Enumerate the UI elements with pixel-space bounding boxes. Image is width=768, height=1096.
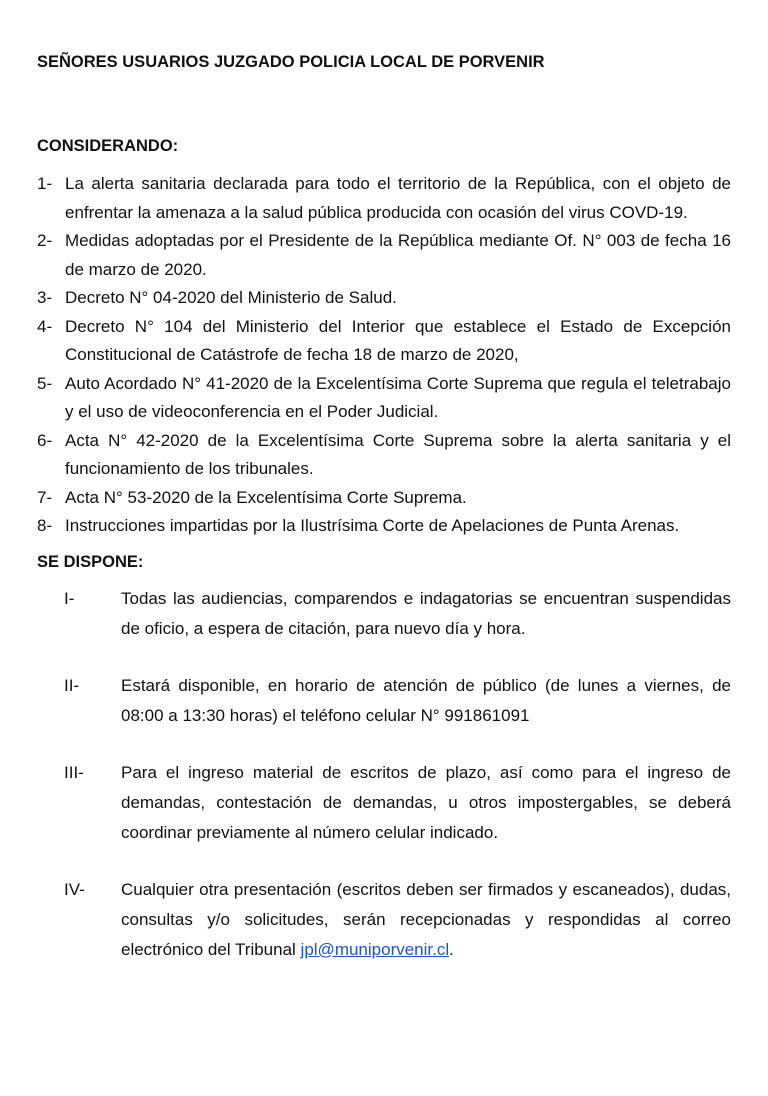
item-text: Decreto N° 104 del Ministerio del Interior que establece el Estado de Excepción Constitucional de Catástrofe de fecha 18 de marzo de 2020, xyxy=(65,316,731,364)
se-dispone-list xyxy=(37,584,731,965)
item-text: Acta N° 53-2020 de la Excelentísima Corte Suprema. xyxy=(65,487,467,507)
item-text: La alerta sanitaria declarada para todo el territorio de la República, con el objeto de enfrentar la amenaza a la salud pública producida con ocasión del virus COVD-19. xyxy=(65,174,731,222)
item-text: Instrucciones impartidas por la Ilustrísima Corte de Apelaciones de Punta Arenas. xyxy=(65,516,680,535)
list-item xyxy=(37,313,731,370)
se-dispone-heading: SE DISPONE: xyxy=(37,552,144,571)
list-item xyxy=(37,512,731,541)
item-number: 6- xyxy=(37,430,53,450)
document-title: SEÑORES USUARIOS JUZGADO POLICIA LOCAL DE PORVENIR xyxy=(37,53,545,71)
list-item xyxy=(37,227,731,284)
item-number: 7- xyxy=(37,487,53,507)
list-item xyxy=(37,284,731,313)
item-text: Cualquier otra presentación (escritos deben ser firmados y escaneados), dudas, consultas y/o solicitudes, serán recepcionadas y respondidas al correo electrónico del Tribunal xyxy=(121,879,731,959)
item-number: I- xyxy=(64,588,75,608)
list-item xyxy=(37,671,731,731)
list-item xyxy=(37,370,731,427)
list-item xyxy=(37,484,731,513)
list-item xyxy=(37,758,731,848)
list-item xyxy=(37,427,731,484)
considerando-heading: CONSIDERANDO: xyxy=(37,137,179,155)
item-text-container xyxy=(121,875,731,965)
item-number: 2- xyxy=(37,231,53,250)
list-item xyxy=(37,170,731,227)
item-number: III- xyxy=(64,762,84,782)
item-text: Medidas adoptadas por el Presidente de la República mediante Of. N° 003 de fecha 16 de marzo de 2020. xyxy=(65,231,731,279)
considerando-list xyxy=(37,170,731,541)
trailing-period: . xyxy=(449,939,454,959)
item-number: 5- xyxy=(37,373,53,393)
list-item xyxy=(37,875,731,965)
item-text: Estará disponible, en horario de atención de público (de lunes a viernes, de 08:00 a 13:30 horas) el teléfono celular N° 991861091 xyxy=(121,675,731,725)
item-number: 4- xyxy=(37,316,53,336)
email-link[interactable]: jpl@muniporvenir.cl xyxy=(300,939,450,959)
item-number: 8- xyxy=(37,516,53,535)
list-item xyxy=(37,584,731,644)
item-number: 1- xyxy=(37,174,53,193)
item-number: II- xyxy=(64,675,80,695)
item-number: 3- xyxy=(37,288,53,307)
item-text: Auto Acordado N° 41-2020 de la Excelentísima Corte Suprema que regula el teletrabajo y el uso de videoconferencia en el Poder Judicial. xyxy=(65,373,731,421)
document-page xyxy=(37,50,731,992)
item-text: Acta N° 42-2020 de la Excelentísima Corte Suprema sobre la alerta sanitaria y el funcionamiento de los tribunales. xyxy=(65,430,731,478)
item-number: IV- xyxy=(64,879,85,899)
item-text: Todas las audiencias, comparendos e indagatorias se encuentran suspendidas de oficio, a espera de citación, para nuevo día y hora. xyxy=(121,588,731,638)
item-text: Decreto N° 04-2020 del Ministerio de Salud. xyxy=(65,288,397,307)
item-text: Para el ingreso material de escritos de plazo, así como para el ingreso de demandas, contestación de demandas, u otros impostergables, se deberá coordinar previamente al número celular indicado. xyxy=(121,762,731,842)
